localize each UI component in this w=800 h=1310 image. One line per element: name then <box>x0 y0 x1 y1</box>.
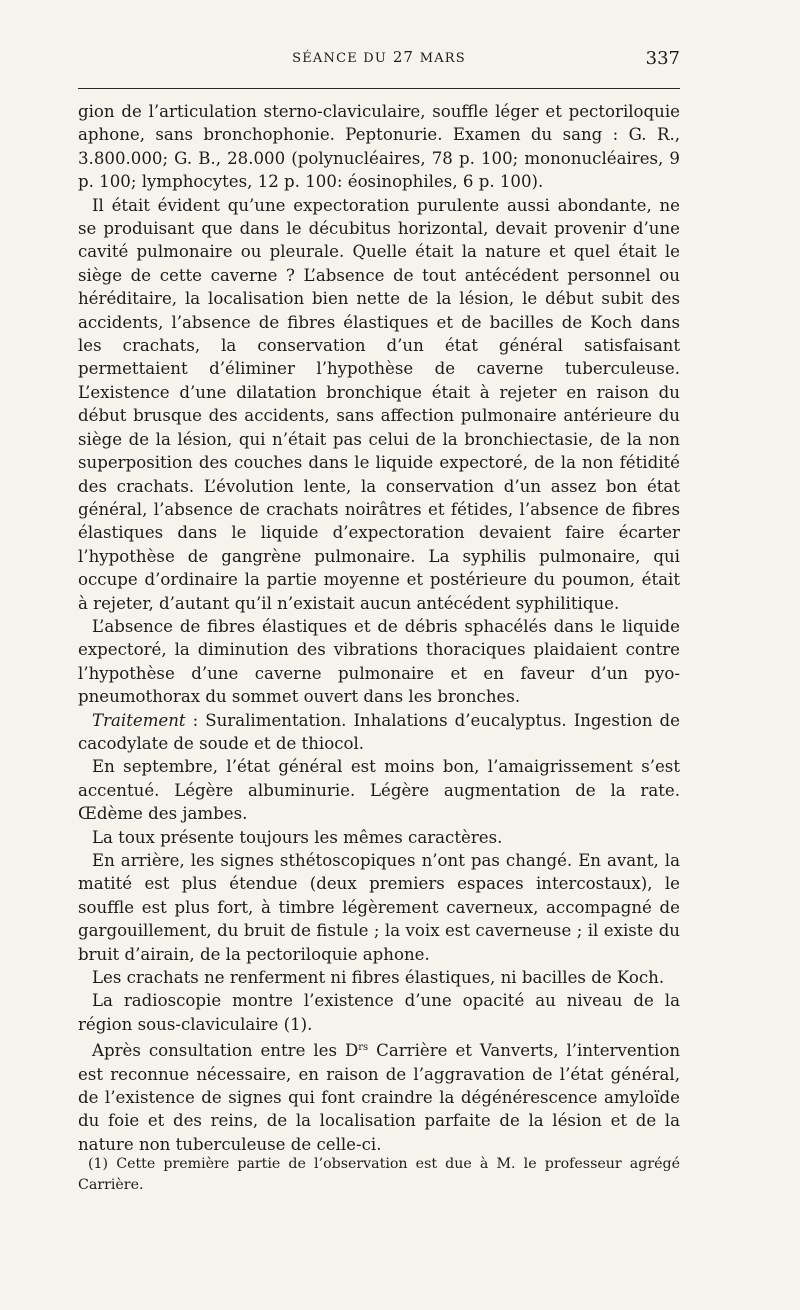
running-title-day: 27 <box>392 48 414 66</box>
consultation-before: Après consultation entre les D <box>92 1041 359 1061</box>
header-rule <box>78 88 680 89</box>
consultation-after: Carrière et Vanverts, l’intervention est reconnue nécessaire, en raison de l’aggravation de l’état général, de l’existence de signes qui font craindre la dégénérescence amyloïde du foie et des reins, de la localisation parfaite de la lésion et de la nature non tuberculeuse de celle-ci. <box>78 1041 681 1154</box>
running-title <box>78 48 680 66</box>
paragraph-consultation <box>78 1036 680 1156</box>
paragraph-radioscopy: La radioscopie montre l’existence d’une opacité au niveau de la région sous-claviculaire (1). <box>78 991 680 1034</box>
treatment-text: : Suralimentation. Inhalations d’eucalyptus. Ingestion de cacodylate de soude et de thiocol. <box>78 710 680 753</box>
treatment-label: Traitement <box>92 710 186 730</box>
paragraph-sputum: Les crachats ne renferment ni fibres élastiques, ni bacilles de Koch. <box>92 968 665 988</box>
consultation-sup: rs <box>358 1042 369 1054</box>
paragraph-september: En septembre, l’état général est moins bon, l’amaigrissement s’est accentué. Légère albuminurie. Légère augmentation de la rate. Œdème des jambes. <box>78 757 680 824</box>
paragraph-treatment <box>78 709 680 756</box>
page-header <box>78 48 680 72</box>
paragraph-diagnosis: Il était évident qu’une expectoration purulente aussi abondante, ne se produisant que dans le décubitus horizontal, devait provenir d’une cavité pulmonaire ou pleurale. Quelle était la nature et quel était le siège de cette caverne ? L’absence de tout antécédent personnel ou héréditaire, la localisation bien nette de la lésion, le début subit des accidents, l’absence de fibres élastiques et de bacilles de Koch dans les crachats, la conservation d’un état général satisfaisant permettaient d’éliminer l’hypothèse de caverne tuberculeuse. L’existence d’une dilatation bronchique était à rejeter en raison du début brusque des accidents, sans affection pulmonaire antérieure du siège de la lésion, qui n’était pas celui de la bronchiectasie, de la non superposition des couches dans le liquide expectoré, de la non fétidité des crachats. L’évolution lente, la conservation d’un assez bon état général, l’absence de crachats noirâtres et fétides, l’absence de fibres élastiques dans le liquide d’expectoration devaient faire écarter l’hypothèse de gangrène pulmonaire. La syphilis pulmonaire, qui occupe d’ordinaire la partie moyenne et postérieure du poumon, était à rejeter, d’autant qu’il n’existait aucun antécédent syphilitique. <box>78 195 680 613</box>
running-title-prefix: SÉANCE DU <box>292 51 388 66</box>
running-title-month: MARS <box>419 51 466 66</box>
footnote <box>78 1154 680 1196</box>
paragraph-continuation: gion de l’articulation sterno-claviculaire, souffle léger et pectoriloquie aphone, sans bronchophonie. Peptonurie. Examen du sang : G. R., 3.800.000; G. B., 28.000 (polynucléaires, 78 p. 100; mononucléaires, 9 p. 100; lymphocytes, 12 p. 100: éosinophiles, 6 p. 100). <box>78 102 680 192</box>
paragraph-signs: En arrière, les signes sthétoscopiques n’ont pas changé. En avant, la matité est plus étendue (deux premiers espaces intercostaux), le souffle est plus fort, à timbre légèrement caverneux, accompagné de gargouillement, du bruit de fistule ; la voix est caverneuse ; il existe du bruit d’airain, de la pectoriloquie aphone. <box>78 851 680 964</box>
body-text <box>78 100 680 1156</box>
page-number: 337 <box>645 48 680 69</box>
paragraph-cough: La toux présente toujours les mêmes caractères. <box>92 827 503 847</box>
footnote-text: (1) Cette première partie de l’observation est due à M. le professeur agrégé Carrière. <box>78 1156 680 1193</box>
paragraph-conclusion: L’absence de fibres élastiques et de débris sphacélés dans le liquide expectoré, la diminution des vibrations thoraciques plaidaient contre l’hypothèse d’une caverne pulmonaire et en faveur d’un pyo-pneumothorax du sommet ouvert dans les bronches. <box>78 616 680 707</box>
